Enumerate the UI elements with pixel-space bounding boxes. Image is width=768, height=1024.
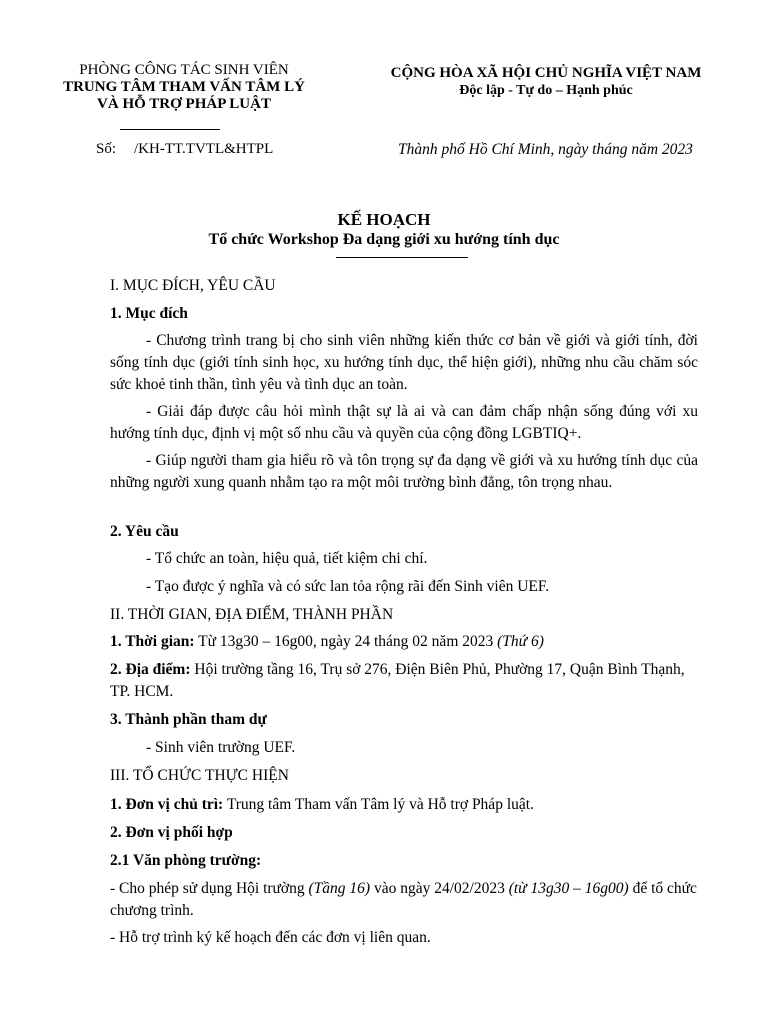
- document-title: KẾ HOẠCH: [337, 210, 431, 229]
- org-line-2: TRUNG TÂM THAM VẤN TÂM LÝ: [63, 79, 305, 95]
- place-value: Hội trường tầng 16, Trụ sở 276, Điện Biên Phủ, Phường 17, Quận Bình Thạnh, TP. HCM.: [110, 661, 685, 700]
- time-day: (Thứ 6): [497, 633, 544, 650]
- participants-item: - Sinh viên trường UEF.: [146, 739, 296, 756]
- host-line: [110, 794, 698, 816]
- time-label: 1. Thời gian:: [110, 633, 195, 650]
- section-1-2-heading: 2. Yêu cầu: [110, 523, 179, 540]
- org-line-1: PHÒNG CÔNG TÁC SINH VIÊN: [79, 62, 289, 78]
- requirement-item-1: - Tổ chức an toàn, hiệu quả, tiết kiệm chi chí.: [146, 550, 428, 567]
- nation-line-2: Độc lập - Tự do – Hạnh phúc: [459, 83, 633, 98]
- requirement-item-2: - Tạo được ý nghĩa và có sức lan tỏa rộng rãi đến Sinh viên UEF.: [146, 578, 550, 595]
- host-label: 1. Đơn vị chủ trì:: [110, 796, 224, 813]
- purpose-paragraph-1: - Chương trình trang bị cho sinh viên những kiến thức cơ bản về giới và giới tính, đời sống tính dục (giới tính sinh học, xu hướng tính dục, thể hiện giới), những nhu cầu chăm sóc sức khoẻ tinh thần, tình yêu và tình dục an toàn.: [110, 332, 698, 393]
- office-heading: 2.1 Văn phòng trường:: [110, 852, 262, 869]
- time-line: [110, 631, 698, 653]
- nation-line-1: CỘNG HÒA XÃ HỘI CHỦ NGHĨA VIỆT NAM: [390, 65, 702, 81]
- section-1-heading: I. MỤC ĐÍCH, YÊU CẦU: [110, 277, 276, 294]
- time-value: Từ 13g30 – 16g00, ngày 24 tháng 02 năm 2023: [194, 633, 498, 650]
- coordination-heading: 2. Đơn vị phối hợp: [110, 824, 233, 841]
- purpose-paragraph-3: - Giúp người tham gia hiểu rõ và tôn trọng sự đa dạng về giới và xu hướng tính dục của những người xung quanh nhằm tạo ra một môi trường bình đẳng, tôn trọng nhau.: [110, 452, 698, 491]
- doc-number-code: /KH-TT.TVTL&HTPL: [134, 141, 274, 157]
- participants-heading: 3. Thành phần tham dự: [110, 711, 267, 728]
- doc-number-label: Số:: [96, 141, 117, 157]
- title-divider: [336, 257, 468, 258]
- office-paragraph-1: [110, 878, 698, 922]
- issuing-organization: [52, 62, 316, 113]
- office-p1-d: (từ 13g30 – 16g00): [508, 880, 629, 897]
- place-label: 2. Địa điểm:: [110, 661, 191, 678]
- national-motto: [338, 64, 754, 100]
- section-1-1-heading: 1. Mục đích: [110, 305, 188, 322]
- place-line: [110, 659, 698, 703]
- document-number: [96, 141, 273, 158]
- office-p1-e: để tổ chức chương trình.: [110, 880, 697, 919]
- section-2-heading: II. THỜI GIAN, ĐỊA ĐIỂM, THÀNH PHẦN: [110, 606, 394, 623]
- org-line-3: VÀ HỖ TRỢ PHÁP LUẬT: [97, 96, 271, 112]
- purpose-paragraph-2: - Giải đáp được câu hỏi mình thật sự là ai và can đảm chấp nhận sống đúng với xu hướng tính dục, định vị một số nhu cầu và quyền của cộng đồng LGBTIQ+.: [110, 403, 698, 442]
- org-divider: [120, 129, 220, 130]
- place-date: Thành phố Hồ Chí Minh, ngày tháng năm 2023: [398, 141, 693, 158]
- office-p1-c: vào ngày 24/02/2023: [370, 880, 509, 897]
- office-p1-b: (Tầng 16): [308, 880, 371, 897]
- section-3-heading: III. TỔ CHỨC THỰC HIỆN: [110, 767, 289, 784]
- office-p1-a: - Cho phép sử dụng Hội trường: [110, 880, 309, 897]
- host-value: Trung tâm Tham vấn Tâm lý và Hỗ trợ Pháp luật.: [223, 796, 534, 813]
- document-subtitle: Tổ chức Workshop Đa dạng giới xu hướng tính dục: [208, 231, 560, 248]
- office-paragraph-2: - Hỗ trợ trình ký kế hoạch đến các đơn vị liên quan.: [110, 929, 431, 946]
